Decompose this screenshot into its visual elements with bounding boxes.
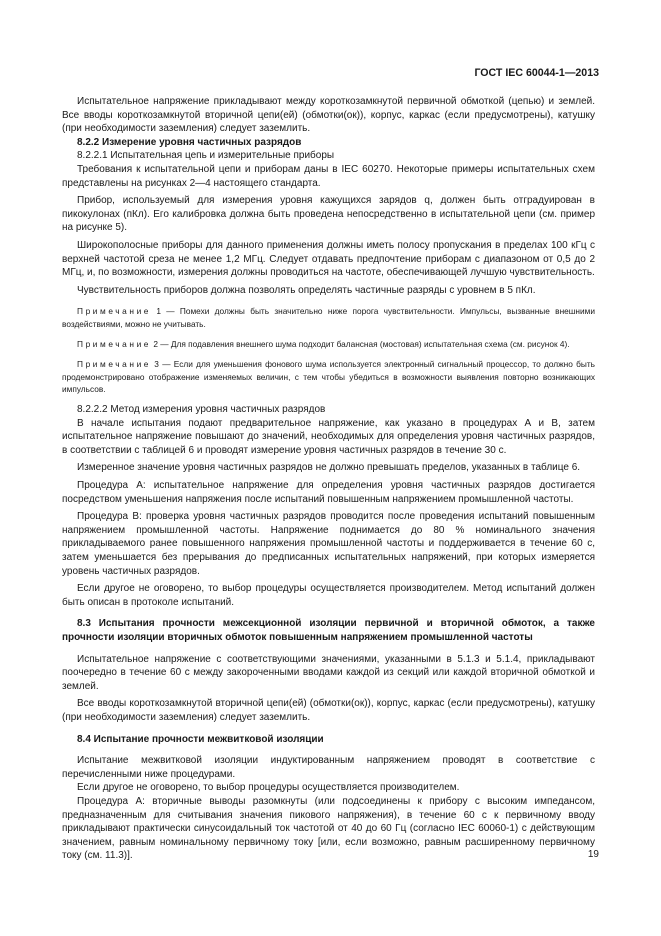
paragraph: Широкополосные приборы для данного применения должны иметь полосу пропускания в пределах 100 кГц с верхней частотой среза не менее 1,2 МГц. Следует отдавать предпочтение приборам с диапазоном от 0,5 до 2 МГц, и, по возможности, измерения должны проводиться на частоте, обеспечивающей лучшую чувствительность.: [62, 239, 595, 279]
paragraph: Процедура В: проверка уровня частичных разрядов проводится после проведения испытаний повышенным напряжением промышленной частоты. Напряжение поднимается до 80 % номинального значения прикладываемого ранее повышенного напряжения промышленной частоты и поддерживается в течение 60 с, затем уменьшается без прерывания до предписанных испытательных напряжений, при которых измеряется уровень частичных разрядов.: [62, 511, 595, 577]
section-heading-8-4: 8.4 Испытание прочности межвитковой изоляции: [77, 733, 324, 745]
note: [62, 358, 595, 395]
subsection-heading-8-2-2-2: 8.2.2.2 Метод измерения уровня частичных разрядов: [77, 404, 326, 416]
note: [62, 305, 595, 330]
section-heading-8-2-2: 8.2.2 Измерение уровня частичных разрядов: [77, 136, 302, 148]
paragraph: В начале испытания подают предварительное напряжение, как указано в процедурах А и В, затем испытательное напряжение повышают до значений, необходимых для определения уровня частичных разрядов, в соответствии с таблицей 6 и проводят измерение уровня частичных разрядов в течение 30 с.: [62, 417, 595, 456]
paragraph: Испытательное напряжение прикладывают между короткозамкнутой первичной обмоткой (цепью) и землей. Все вводы короткозамкнутой вторичной цепи(ей) (обмотки(ок)), корпус, каркас (если предусмотрены), катушку (при необходимости заземления) следует заземлить.: [62, 96, 595, 135]
paragraph: Если другое не оговорено, то выбор процедуры осуществляется производителем. Метод испытаний должен быть описан в протоколе испытаний.: [62, 583, 595, 608]
paragraph: Испытательное напряжение с соответствующими значениями, указанными в 5.1.3 и 5.1.4, прикладывают поочередно в течение 60 с между закороченными вводами каждой из секций или каждой вторичной обмоткой и землей.: [62, 653, 595, 692]
paragraph: Измеренное значение уровня частичных разрядов не должно превышать пределов, указанных в таблице 6.: [77, 462, 581, 474]
paragraph: Процедура А: испытательное напряжение для определения уровня частичных разрядов достигается посредством уменьшения напряжения после испытаний повышенным напряжением промышленной частоты.: [62, 480, 595, 505]
note-label: Примечание: [77, 306, 152, 317]
note-text: 3 — Если для уменьшения фонового шума используется электронный сигнальный процессор, то должно быть продемонстрировано отображение изменяемых величин, с тем чтобы убедиться в возможности выявления повторно возникающих импульсов.: [62, 359, 595, 394]
note-label: Примечание: [77, 359, 152, 370]
note-text: 1 — Помехи должны быть значительно ниже порога чувствительности. Импульсы, вызванные внешними воздействиями, можно не учитывать.: [62, 306, 595, 329]
page-number: 19: [587, 849, 599, 860]
note: [62, 338, 595, 350]
paragraph: Чувствительность приборов должна позволять определять частичные разряды с уровнем в 5 пКл.: [77, 284, 536, 296]
paragraph: Испытание межвитковой изоляции индуктированным напряжением проводят в соответствие с перечисленными ниже процедурами.: [62, 755, 595, 780]
document-code-header: ГОСТ IEC 60044-1—2013: [474, 67, 599, 79]
document-body: [62, 95, 595, 863]
paragraph: Требования к испытательной цепи и приборам даны в IEC 60270. Некоторые примеры испытательных схем представлены на рисунках 2—4 настоящего стандарта.: [62, 163, 595, 189]
note-text: 2 — Для подавления внешнего шума подходит балансная (мостовая) испытательная схема (см. рисунок 4).: [151, 338, 570, 349]
section-heading-8-3: 8.3 Испытания прочности межсекционной изоляции первичной и вторичной обмоток, а также прочности изоляции вторичных обмоток повышенным напряжением промышленной частоты: [62, 618, 595, 643]
paragraph: Если другое не оговорено, то выбор процедуры осуществляется производителем.: [77, 782, 460, 794]
paragraph: Прибор, используемый для измерения уровня кажущихся зарядов q, должен быть отградуирован в пикокулонах (пКл). Его калибровка должна быть проведена непосредственно в испытательной цепи (см. пример на рисунке 5).: [62, 195, 595, 234]
subsection-heading-8-2-2-1: 8.2.2.1 Испытательная цепь и измерительные приборы: [77, 150, 335, 162]
note-label: Примечание: [77, 338, 152, 349]
paragraph: Процедура А: вторичные выводы разомкнуты (или подсоединены к прибору с высоким импедансом, предназначенным для считывания значения пикового напряжения), в течение 60 с к первичному вводу прикладывают практически синусоидальный ток частотой от 40 до 60 Гц (согласно IEC 60060-1) с действующим значением, равным номинальному первичному току [или, если возможно, равным расширенному первичному току (см. 11.3)].: [62, 795, 595, 862]
paragraph: Все вводы короткозамкнутой вторичной цепи(ей) (обмотки(ок)), корпус, каркас (если предусмотрены), катушку (при необходимости заземления) следует заземлить.: [62, 698, 595, 723]
